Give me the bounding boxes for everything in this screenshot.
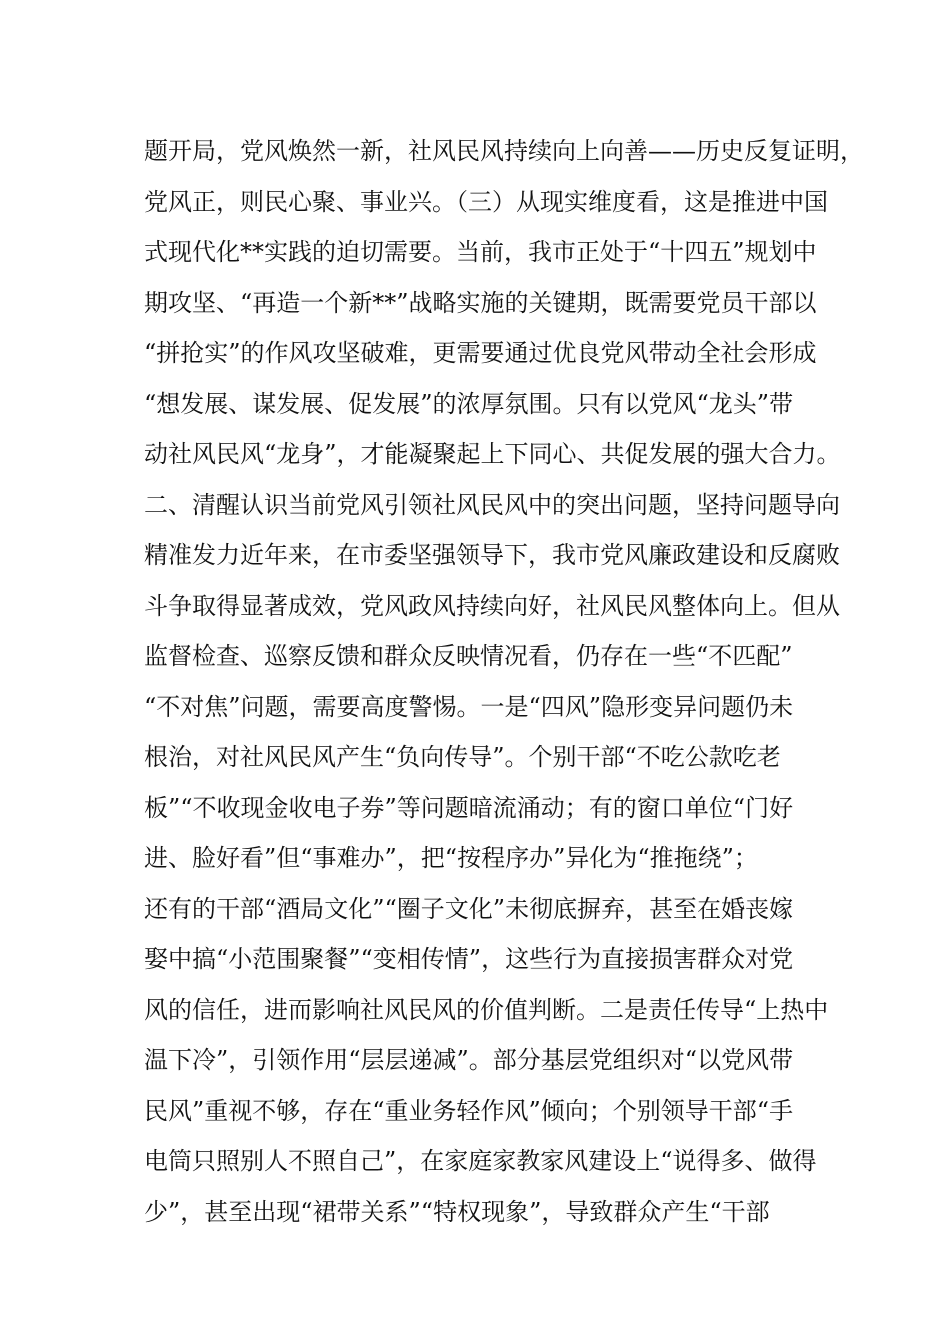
text-line: 题开局，党风焕然一新，社风民风持续向上向善——历史反复证明， [144, 137, 864, 165]
text-line: “想发展、谋发展、促发展”的浓厚氛围。只有以党风“龙头”带 [144, 389, 794, 418]
text-line: 斗争取得显著成效，党风政风持续向好，社风民风整体向上。但从 [144, 591, 840, 620]
text-line: 精准发力近年来，在市委坚强领导下，我市党风廉政建设和反腐败 [144, 541, 840, 569]
text-line: 进、脸好看”但“事难办”，把“按程序办”异化为“推拖绕”； [144, 844, 758, 872]
text-line: 党风正，则民心聚、事业兴。（三）从现实维度看，这是推进中国 [144, 187, 828, 216]
text-line: “拼抢实”的作风攻坚破难，更需要通过优良党风带动全社会形成 [144, 339, 817, 367]
text-line: 娶中搞“小范围聚餐”“变相传情”，这些行为直接损害群众对党 [144, 945, 794, 973]
text-line: “不对焦”问题，需要高度警惕。一是“四风”隐形变异问题仍未 [144, 692, 794, 721]
body-text [144, 126, 864, 1237]
section-heading-line: 二、清醒认识当前党风引领社风民风中的突出问题，坚持问题导向 [144, 490, 840, 519]
text-line: 根治，对社风民风产生“负向传导”。个别干部“不吃公款吃老 [144, 743, 781, 771]
text-line: 电筒只照别人不照自己”，在家庭家教家风建设上“说得多、做得 [144, 1147, 817, 1175]
text-line: 还有的干部“酒局文化”“圈子文化”未彻底摒弃，甚至在婚丧嫁 [144, 894, 794, 923]
text-line: 板”“不收现金收电子券”等问题暗流涌动；有的窗口单位“门好 [144, 793, 794, 822]
text-line: 少”，甚至出现“裙带关系”“特权现象”，导致群众产生“干部 [144, 1197, 770, 1226]
text-line: 动社风民风“龙身”，才能凝聚起上下同心、共促发展的强大合力。 [144, 440, 841, 468]
text-line: 风的信任，进而影响社风民风的价值判断。二是责任传导“上热中 [144, 995, 829, 1024]
text-line: 监督检查、巡察反馈和群众反映情况看，仍存在一些“不匹配” [144, 642, 793, 670]
text-line: 温下冷”，引领作用“层层递减”。部分基层党组织对“以党风带 [144, 1046, 794, 1074]
text-line: 期攻坚、“再造一个新**”战略实施的关键期，既需要党员干部以 [144, 288, 817, 317]
text-line: 式现代化**实践的迫切需要。当前，我市正处于“十四五”规划中 [144, 238, 817, 266]
text-line: 民风”重视不够，存在“重业务轻作风”倾向；个别领导干部“手 [144, 1096, 794, 1125]
